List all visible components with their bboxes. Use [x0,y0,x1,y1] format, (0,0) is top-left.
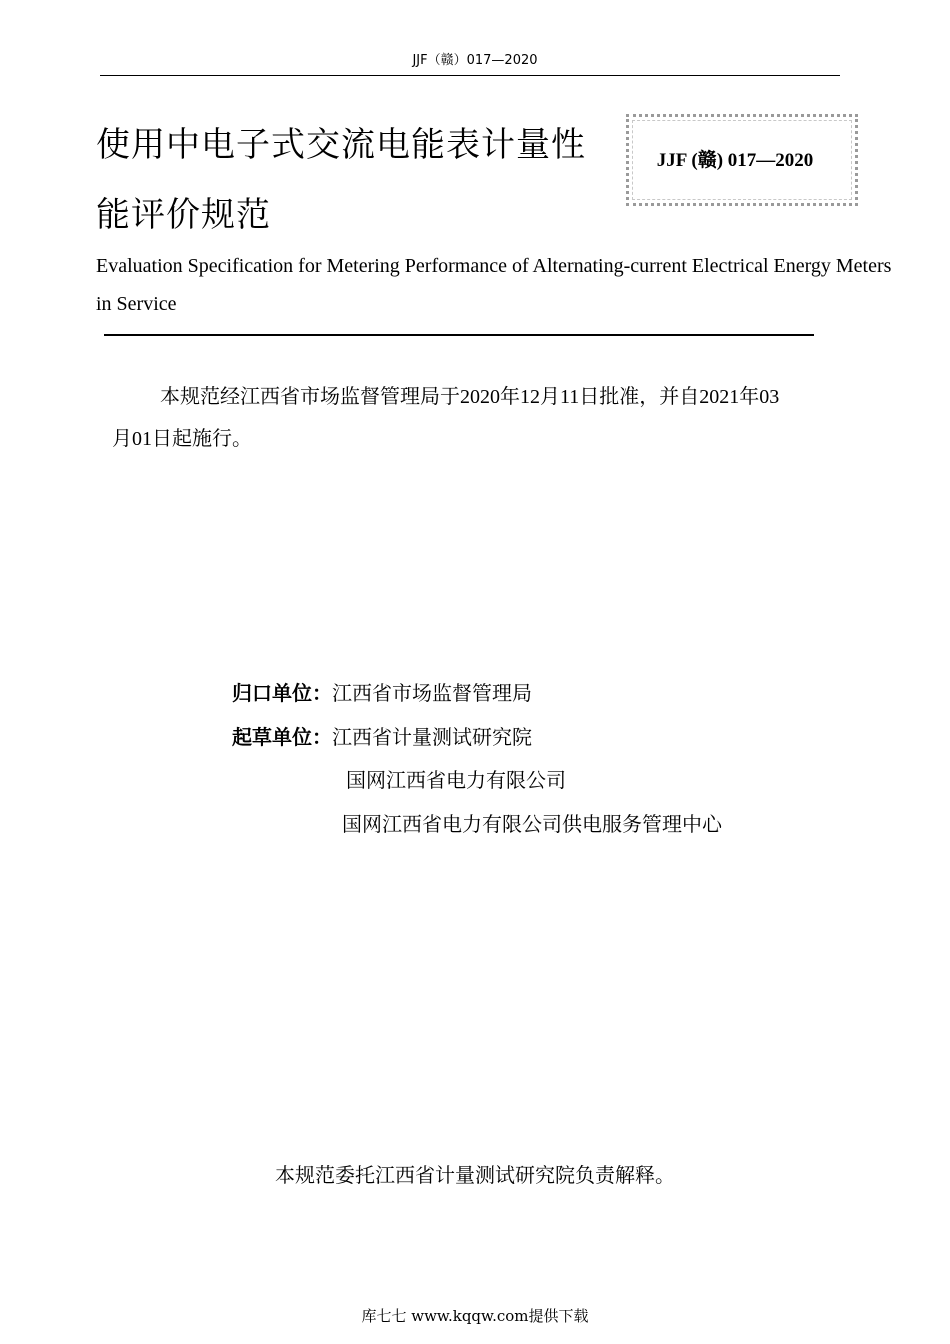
header-rule [100,75,840,76]
download-footer: 库七七 www.kqqw.com提供下载 [361,1307,589,1325]
approval-statement: 本规范经江西省市场监督管理局于2020年12月11日批准，并自2021年03月01日起施行。 [112,386,780,450]
drafting-unit-label: 起草单位： [232,725,332,749]
title-separator-rule [104,334,814,336]
drafting-unit-item: 国网江西省电力有限公司供电服务管理中心 [342,812,722,836]
title-english: Evaluation Specification for Metering Performance of Alternating-current Electrical Energy Meters in Service [96,255,892,315]
drafting-unit-row [232,722,832,752]
drafting-unit-item: 国网江西省电力有限公司 [346,768,566,792]
interpretation-note: 本规范委托江西省计量测试研究院负责解释。 [275,1163,675,1187]
title-chinese: 使用中电子式交流电能表计量性能评价规范 [96,125,586,235]
responsible-unit-value: 江西省市场监督管理局 [332,681,532,705]
responsible-unit-label: 归口单位： [232,681,332,705]
running-header: JJF（赣）017—2020 [412,53,538,68]
drafting-unit-value: 江西省计量测试研究院 [332,725,532,749]
responsible-unit-row [232,678,832,708]
standard-code: JJF (赣) 017—2020 [656,149,814,171]
